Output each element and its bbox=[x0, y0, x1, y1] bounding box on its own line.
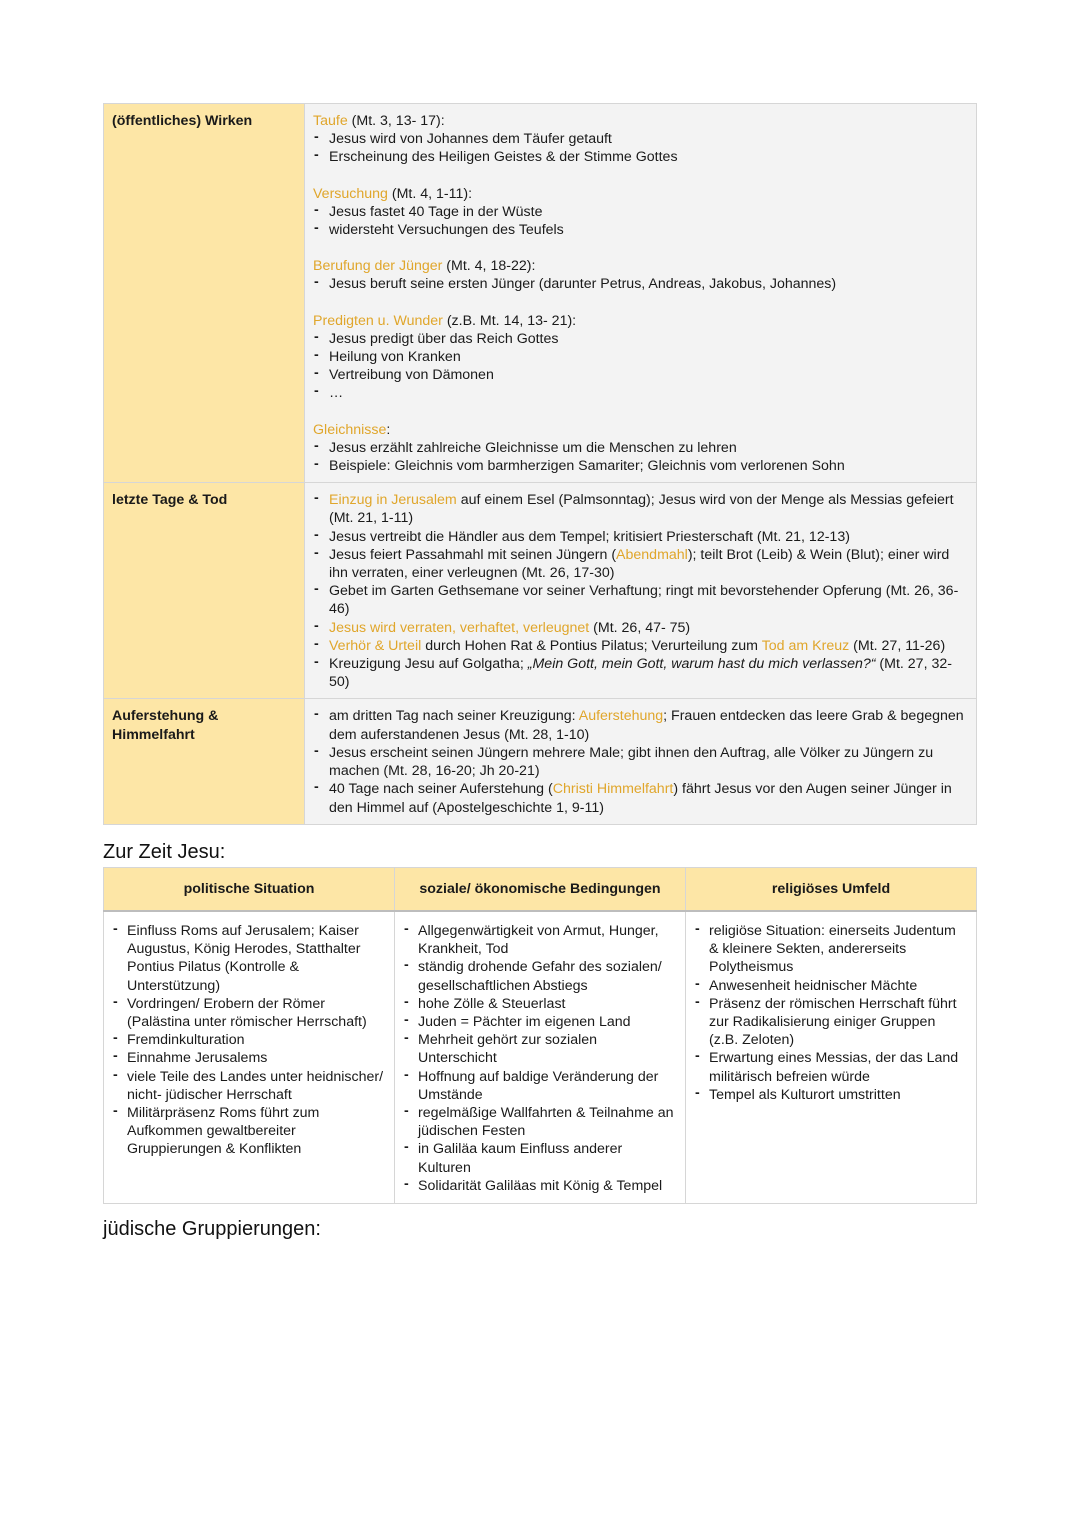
text-segment: Jesus feiert Passahmahl mit seinen Jüngern ( bbox=[329, 546, 617, 563]
text-segment: ; Frauen entdecken das leere Grab & begegnen dem auferstandenen Jesus (Mt. 28, 1-10) bbox=[329, 708, 964, 743]
list-item: - Erwartung eines Messias, der das Land militärisch befreien würde bbox=[694, 1049, 968, 1085]
list-item bbox=[313, 637, 968, 655]
table-row bbox=[104, 104, 977, 483]
column-header: politische Situation bbox=[104, 868, 395, 912]
section-heading: Zur Zeit Jesu: bbox=[103, 841, 226, 863]
block-heading bbox=[313, 312, 968, 330]
row-label: (öffentliches) Wirken bbox=[104, 104, 305, 483]
highlighted-term: Jesus wird verraten, verhaftet, verleugnet bbox=[329, 619, 590, 636]
text-segment: auf einem Esel (Palmsonntag); Jesus wird von der Menge als Messias gefeiert (Mt. 21, 1-11) bbox=[329, 492, 954, 527]
row-content bbox=[305, 104, 977, 483]
row-label: letzte Tage & Tod bbox=[104, 483, 305, 699]
table-cell bbox=[104, 911, 395, 1204]
list-item: - in Galiläa kaum Einfluss anderer Kulturen bbox=[403, 1140, 677, 1176]
list-item: - Vertreibung von Dämonen bbox=[313, 366, 968, 384]
bible-reference: : bbox=[386, 421, 391, 438]
highlighted-term: Tod am Kreuz bbox=[761, 637, 850, 654]
list-item: - Jesus erzählt zahlreiche Gleichnisse um die Menschen zu lehren bbox=[313, 439, 968, 457]
row-label: Auferstehung & Himmelfahrt bbox=[104, 699, 305, 824]
quote: „Mein Gott, mein Gott, warum hast du mich verlassen?“ bbox=[527, 656, 876, 673]
content-block bbox=[313, 312, 968, 403]
text-segment: am dritten Tag nach seiner Kreuzigung: bbox=[329, 708, 579, 725]
bible-reference: (Mt. 3, 13- 17): bbox=[347, 113, 445, 129]
bullet-list bbox=[313, 439, 968, 475]
table-cell bbox=[395, 911, 686, 1204]
list-item: - Solidarität Galiläas mit König & Tempel bbox=[403, 1177, 677, 1195]
list-item: - Jesus beruft seine ersten Jünger (darunter Petrus, Andreas, Jakobus, Johannes) bbox=[313, 275, 968, 293]
list-item: - Jesus predigt über das Reich Gottes bbox=[313, 330, 968, 348]
highlighted-term: Gleichnisse bbox=[313, 421, 387, 438]
column-header: religiöses Umfeld bbox=[686, 868, 977, 912]
list-item bbox=[313, 546, 968, 582]
list-item: - Erscheinung des Heiligen Geistes & der Stimme Gottes bbox=[313, 148, 968, 166]
bullet-list bbox=[694, 922, 968, 1104]
list-item: - Militärpräsenz Roms führt zum Aufkommen gewaltbereiter Gruppierungen & Konflikten bbox=[112, 1104, 386, 1159]
list-item bbox=[313, 528, 968, 546]
bible-reference: (z.B. Mt. 14, 13- 21): bbox=[442, 312, 577, 329]
list-item: - Jesus wird von Johannes dem Täufer getauft bbox=[313, 130, 968, 148]
table-row bbox=[104, 699, 977, 824]
table-row bbox=[104, 483, 977, 699]
table-cell bbox=[686, 911, 977, 1204]
block-heading bbox=[313, 421, 968, 439]
list-item: - viele Teile des Landes unter heidnischer/ nicht- jüdischer Herrschaft bbox=[112, 1068, 386, 1104]
text-segment: 40 Tage nach seiner Auferstehung ( bbox=[329, 781, 553, 798]
list-item: - … bbox=[313, 384, 968, 402]
list-item: - Präsenz der römischen Herrschaft führt zur Radikalisierung einiger Gruppen (z.B. Zeloten) bbox=[694, 995, 968, 1050]
list-item: - Hoffnung auf baldige Veränderung der Umstände bbox=[403, 1068, 677, 1104]
text-segment: Jesus erscheint seinen Jüngern mehrere Male; gibt ihnen den Auftrag, alle Völker zu Jüngern zu machen (Mt. 28, 16-20; Jh 20-21) bbox=[329, 744, 934, 780]
list-item: - Vordringen/ Erobern der Römer (Palästina unter römischer Herrschaft) bbox=[112, 995, 386, 1031]
block-heading bbox=[313, 257, 968, 275]
highlighted-term: Auferstehung bbox=[578, 708, 664, 725]
list-item bbox=[313, 491, 968, 527]
text-segment: Kreuzigung Jesu auf Golgatha; bbox=[329, 656, 528, 673]
highlighted-term: Predigten u. Wunder bbox=[313, 312, 443, 329]
row-content bbox=[305, 483, 977, 699]
list-item: - Heilung von Kranken bbox=[313, 348, 968, 366]
highlighted-term: Berufung der Jünger bbox=[313, 258, 443, 275]
list-item: - Fremdinkulturation bbox=[112, 1031, 386, 1049]
content-block bbox=[313, 257, 968, 293]
list-item: - ständig drohende Gefahr des sozialen/ gesellschaftlichen Abstiegs bbox=[403, 958, 677, 994]
content-block bbox=[313, 185, 968, 240]
highlighted-term: Verhör & Urteil bbox=[329, 637, 422, 654]
block-heading bbox=[313, 185, 968, 203]
highlighted-term: Einzug in Jerusalem bbox=[329, 492, 457, 509]
highlighted-term: Christi Himmelfahrt bbox=[552, 781, 674, 798]
list-item: - Tempel als Kulturort umstritten bbox=[694, 1086, 968, 1104]
list-item bbox=[313, 582, 968, 618]
text-segment: Gebet im Garten Gethsemane vor seiner Verhaftung; ringt mit bevorstehender Opferung (Mt. 26, 36-46) bbox=[329, 583, 959, 618]
content-block bbox=[313, 112, 968, 167]
bullet-list bbox=[112, 922, 386, 1159]
text-segment: ) fährt Jesus vor den Augen seiner Jünger in den Himmel auf (Apostelgeschichte 1, 9-11) bbox=[329, 781, 952, 816]
table-row bbox=[104, 911, 977, 1204]
highlighted-term: Abendmahl bbox=[616, 546, 688, 563]
bible-reference: (Mt. 4, 18-22): bbox=[442, 258, 536, 275]
bullet-list bbox=[313, 203, 968, 239]
bullet-list bbox=[313, 491, 968, 691]
text-segment: (Mt. 27, 32-50) bbox=[329, 656, 952, 691]
life-of-jesus-table bbox=[103, 103, 977, 825]
bullet-list bbox=[313, 130, 968, 166]
block-heading bbox=[313, 112, 968, 130]
content-block bbox=[313, 421, 968, 476]
bullet-list bbox=[313, 707, 968, 816]
bullet-list bbox=[313, 330, 968, 403]
bullet-list bbox=[313, 275, 968, 293]
row-content bbox=[305, 699, 977, 824]
section-heading: jüdische Gruppierungen: bbox=[103, 1218, 321, 1240]
list-item: - Juden = Pächter im eigenen Land bbox=[403, 1013, 677, 1031]
text-segment: (Mt. 26, 47- 75) bbox=[589, 619, 691, 636]
list-item bbox=[313, 780, 968, 816]
time-of-jesus-table bbox=[103, 867, 977, 1204]
list-item: - Einfluss Roms auf Jerusalem; Kaiser Augustus, König Herodes, Statthalter Pontius Pilatus (Kontrolle & Unterstützung) bbox=[112, 922, 386, 995]
text-segment: durch Hohen Rat & Pontius Pilatus; Verurteilung zum bbox=[421, 637, 762, 654]
list-item bbox=[313, 744, 968, 780]
list-item: - Mehrheit gehört zur sozialen Unterschicht bbox=[403, 1031, 677, 1067]
list-item bbox=[313, 619, 968, 637]
list-item bbox=[313, 655, 968, 691]
list-item: - Jesus fastet 40 Tage in der Wüste bbox=[313, 203, 968, 221]
list-item: - Beispiele: Gleichnis vom barmherzigen Samariter; Gleichnis vom verlorenen Sohn bbox=[313, 457, 968, 475]
list-item bbox=[313, 707, 968, 743]
list-item: - widersteht Versuchungen des Teufels bbox=[313, 221, 968, 239]
list-item: - religiöse Situation: einerseits Judentum & kleinere Sekten, andererseits Polytheismus bbox=[694, 922, 968, 977]
list-item: - regelmäßige Wallfahrten & Teilnahme an jüdischen Festen bbox=[403, 1104, 677, 1140]
text-segment: (Mt. 27, 11-26) bbox=[849, 637, 946, 654]
highlighted-term: Taufe bbox=[313, 113, 348, 129]
highlighted-term: Versuchung bbox=[313, 185, 388, 202]
text-segment: Jesus vertreibt die Händler aus dem Tempel; kritisiert Priesterschaft (Mt. 21, 12-13) bbox=[329, 528, 850, 545]
bible-reference: (Mt. 4, 1-11): bbox=[387, 185, 473, 202]
list-item: - Anwesenheit heidnischer Mächte bbox=[694, 977, 968, 995]
list-item: - Einnahme Jerusalems bbox=[112, 1049, 386, 1067]
bullet-list bbox=[403, 922, 677, 1195]
list-item: - hohe Zölle & Steuerlast bbox=[403, 995, 677, 1013]
header-row bbox=[104, 868, 977, 912]
column-header: soziale/ ökonomische Bedingungen bbox=[395, 868, 686, 912]
text-segment: ); teilt Brot (Leib) & Wein (Blut); einer wird ihn verraten, einer verleugnen (Mt. 26, 17-30) bbox=[329, 546, 950, 582]
list-item: - Allgegenwärtigkeit von Armut, Hunger, Krankheit, Tod bbox=[403, 922, 677, 958]
